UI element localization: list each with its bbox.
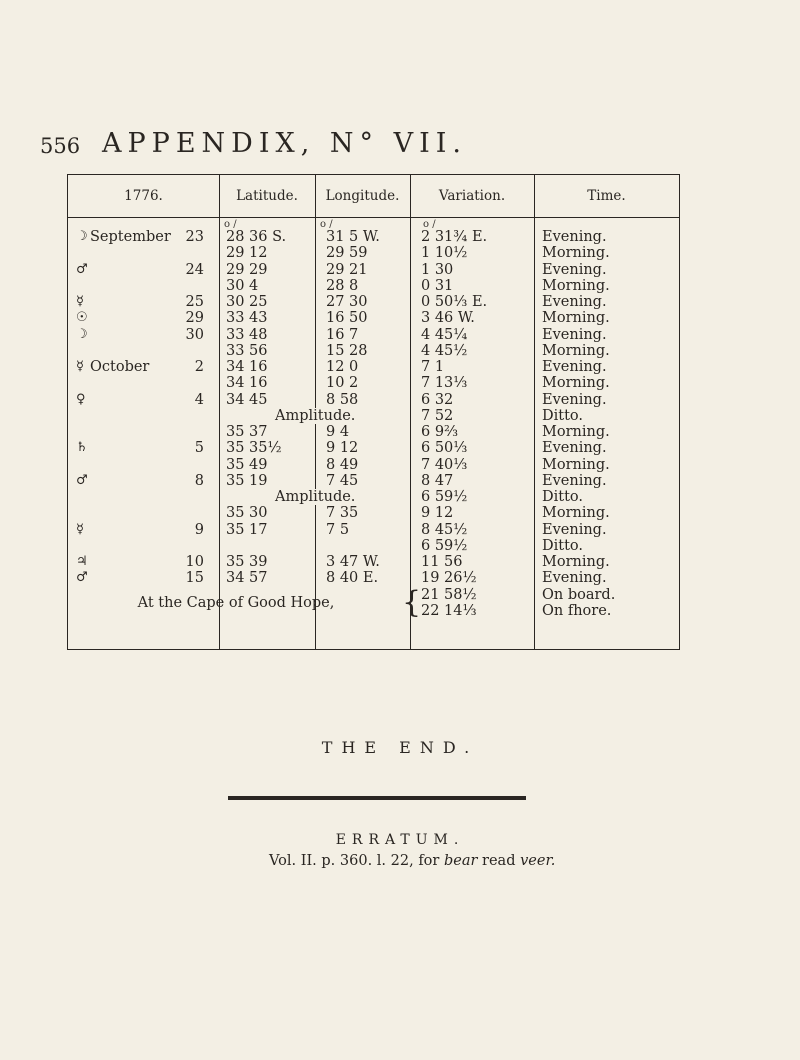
header-variation: Variation. <box>438 188 506 204</box>
latitude-value: 35 19 <box>226 472 268 489</box>
longitude-value: 31 5 W. <box>326 229 380 245</box>
page-header <box>40 126 760 166</box>
variation-value: 11 56 <box>421 554 463 570</box>
variation-value: 0 31 <box>421 277 454 294</box>
day-value: 5 <box>194 440 204 457</box>
time-value: Morning. <box>542 342 610 359</box>
longitude-value: 16 50 <box>326 310 368 327</box>
planet-symbol: ♀ <box>76 391 86 407</box>
running-title: APPENDIX, N° VII. <box>102 128 467 159</box>
the-end: THE END. <box>321 738 479 757</box>
variation-value: 6 59½ <box>421 537 468 554</box>
header-longitude: Longitude. <box>325 188 400 204</box>
longitude-value: 9 4 <box>326 424 350 440</box>
column-rule <box>534 175 535 649</box>
longitude-value: 7 5 <box>326 521 350 538</box>
longitude-value: 7 35 <box>326 505 359 522</box>
variation-degree-marks: o / <box>423 219 436 230</box>
header-latitude: Latitude. <box>236 188 298 204</box>
cape-label: At the Cape of Good Hope, <box>137 594 335 611</box>
amplitude-label: Amplitude. <box>275 489 356 505</box>
longitude-value: 8 49 <box>326 456 359 473</box>
variation-value: 4 45½ <box>421 342 468 359</box>
latitude-value: 35 35½ <box>226 440 282 457</box>
variation-value: 9 12 <box>421 505 454 522</box>
longitude-value: 3 47 W. <box>326 554 380 570</box>
planet-symbol: ☽ <box>76 326 88 342</box>
time-value: Evening. <box>542 261 607 278</box>
day-value: 10 <box>185 554 204 570</box>
day-value: 15 <box>185 570 204 587</box>
time-value: Morning. <box>542 310 610 327</box>
variation-value: 7 13⅓ <box>421 375 468 392</box>
latitude-value: 30 4 <box>226 277 259 294</box>
erratum-line <box>269 853 555 869</box>
variation-value: 7 52 <box>421 407 454 424</box>
day-value: 30 <box>185 326 204 343</box>
planet-symbol: ♃ <box>76 554 88 569</box>
time-value: Evening. <box>542 359 607 375</box>
brace-icon: { <box>402 584 422 620</box>
longitude-value: 29 59 <box>326 245 368 262</box>
latitude-value: 35 37 <box>226 424 268 440</box>
erratum-wrong-word: bear <box>443 853 478 869</box>
longitude-value: 15 28 <box>326 342 368 359</box>
time-value: Morning. <box>542 245 610 262</box>
latitude-value: 35 17 <box>226 521 268 538</box>
time-value: Ditto. <box>542 489 584 505</box>
longitude-value: 16 7 <box>326 326 359 343</box>
variation-value: 19 26½ <box>421 570 477 587</box>
latitude-value: 33 43 <box>226 310 268 327</box>
longitude-value: 27 30 <box>326 294 368 310</box>
longitude-value: 9 12 <box>326 440 359 457</box>
planet-symbol: ☿ <box>76 294 84 309</box>
variation-value: 6 50⅓ <box>421 440 468 457</box>
day-value: 24 <box>185 261 204 278</box>
time-value: Morning. <box>542 424 610 440</box>
latitude-value: 35 30 <box>226 505 268 522</box>
variation-value: 2 31¾ E. <box>421 229 488 245</box>
latitude-value: 35 49 <box>226 456 268 473</box>
time-value: On board. <box>542 586 616 603</box>
latitude-value: 34 45 <box>226 391 268 408</box>
latitude-value: 34 16 <box>226 375 268 392</box>
time-value: Evening. <box>542 229 607 245</box>
time-value: Evening. <box>542 294 607 310</box>
variation-value: 6 9⅔ <box>421 424 459 440</box>
variation-value: 0 50⅓ E. <box>421 294 488 310</box>
erratum-prefix: Vol. II. p. 360. l. 22, for <box>269 853 444 869</box>
planet-symbol: ♄ <box>76 440 88 456</box>
latitude-value: 35 39 <box>226 554 268 570</box>
day-value: 23 <box>185 229 204 245</box>
time-value: Morning. <box>542 554 610 570</box>
longitude-value: 8 58 <box>326 391 359 408</box>
variation-value: 6 32 <box>421 391 454 408</box>
latitude-degree-marks: o / <box>224 219 237 230</box>
time-value: Morning. <box>542 456 610 473</box>
variation-value: 1 10½ <box>421 245 468 262</box>
observations-table <box>67 174 680 650</box>
latitude-value: 29 12 <box>226 245 268 262</box>
longitude-value: 29 21 <box>326 261 368 278</box>
time-value: Ditto. <box>542 537 584 554</box>
latitude-value: 28 36 S. <box>226 229 287 245</box>
planet-symbol: ☿ <box>76 359 84 374</box>
longitude-value: 8 40 E. <box>326 570 379 587</box>
variation-value: 7 1 <box>421 359 445 375</box>
planet-symbol: ☽ <box>76 229 88 244</box>
day-value: 8 <box>194 472 204 489</box>
latitude-value: 33 48 <box>226 326 268 343</box>
page-number: 556 <box>40 134 81 158</box>
longitude-degree-marks: o / <box>320 219 333 230</box>
planet-symbol: ☉ <box>76 310 88 326</box>
time-value: Evening. <box>542 521 607 538</box>
day-value: 9 <box>194 521 204 538</box>
time-value: On fhore. <box>542 602 612 619</box>
latitude-value: 34 16 <box>226 359 268 375</box>
variation-value: 3 46 W. <box>421 310 475 327</box>
header-rule <box>68 217 679 218</box>
day-value: 4 <box>194 391 204 408</box>
variation-value: 6 59½ <box>421 489 468 505</box>
month-label: October <box>90 359 150 375</box>
variation-value: 21 58½ <box>421 586 477 603</box>
time-value: Morning. <box>542 375 610 392</box>
time-value: Ditto. <box>542 407 584 424</box>
amplitude-label: Amplitude. <box>275 407 356 424</box>
time-value: Evening. <box>542 440 607 457</box>
planet-symbol: ♂ <box>76 472 88 488</box>
planet-symbol: ♂ <box>76 261 88 277</box>
longitude-value: 10 2 <box>326 375 359 392</box>
day-value: 29 <box>185 310 204 327</box>
time-value: Evening. <box>542 391 607 408</box>
erratum-mid: read <box>477 853 521 869</box>
day-value: 2 <box>194 359 204 375</box>
variation-value: 7 40⅓ <box>421 456 468 473</box>
latitude-value: 33 56 <box>226 342 268 359</box>
variation-value: 1 30 <box>421 261 454 278</box>
latitude-value: 30 25 <box>226 294 268 310</box>
time-value: Morning. <box>542 505 610 522</box>
variation-value: 22 14⅓ <box>421 602 477 619</box>
planet-symbol: ☿ <box>76 521 84 537</box>
latitude-value: 34 57 <box>226 570 268 587</box>
header-year: 1776. <box>124 188 163 204</box>
column-rule <box>410 175 411 649</box>
time-value: Evening. <box>542 570 607 587</box>
latitude-value: 29 29 <box>226 261 268 278</box>
time-value: Morning. <box>542 277 610 294</box>
header-time: Time. <box>587 188 626 204</box>
variation-value: 8 45½ <box>421 521 468 538</box>
day-value: 25 <box>185 294 204 310</box>
longitude-value: 28 8 <box>326 277 359 294</box>
longitude-value: 7 45 <box>326 472 359 489</box>
time-value: Evening. <box>542 326 607 343</box>
month-label: September <box>90 229 171 245</box>
column-rule <box>219 175 220 649</box>
longitude-value: 12 0 <box>326 359 359 375</box>
erratum-title: ERRATUM. <box>335 832 465 848</box>
time-value: Evening. <box>542 472 607 489</box>
ornamental-rule <box>228 796 526 800</box>
planet-symbol: ♂ <box>76 570 88 586</box>
variation-value: 4 45¼ <box>421 326 468 343</box>
erratum-right-word: veer. <box>520 853 556 869</box>
variation-value: 8 47 <box>421 472 454 489</box>
